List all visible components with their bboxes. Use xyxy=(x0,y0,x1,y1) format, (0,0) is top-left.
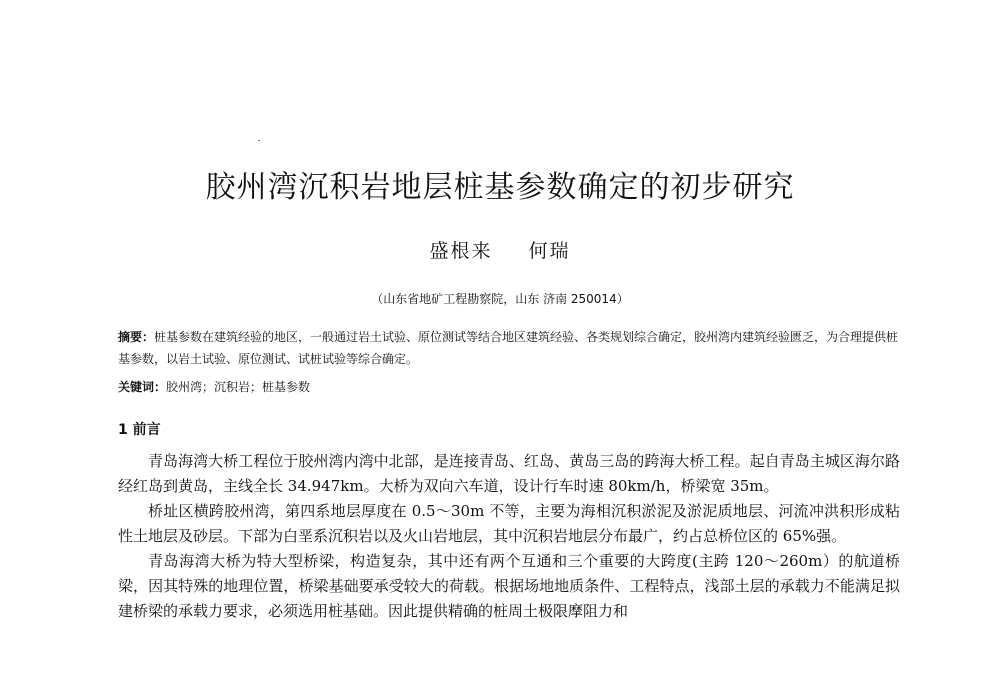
keywords xyxy=(118,378,900,396)
abstract-text: 桩基参数在建筑经验的地区，一般通过岩土试验、原位测试等结合地区建筑经验、各类规划综合确定，胶州湾内建筑经验匮乏，为合理提供桩基参数，以岩土试验、原位测试、试桩试验等综合确定。 xyxy=(118,330,899,366)
abstract-label: 摘要： xyxy=(118,330,155,344)
body-paragraph: 青岛海湾大桥为特大型桥梁，构造复杂，其中还有两个互通和三个重要的大跨度(主跨 120～260m）的航道桥梁，因其特殊的地理位置，桥梁基础要承受较大的荷载。根据场地地质条件、工程特点，浅部土层的承载力不能满足拟建桥梁的承载力要求，必须选用桩基础。因此提供精确的桩周土极限摩阻力和 xyxy=(118,552,900,620)
keywords-text: 胶州湾；沉积岩；桩基参数 xyxy=(166,380,311,394)
body-paragraph: 桥址区横跨胶州湾，第四系地层厚度在 0.5～30m 不等，主要为海相沉积淤泥及淤泥质地层、河流冲洪积形成粘性土地层及砂层。下部为白垩系沉积岩以及火山岩地层，其中沉积岩地层分布最广，约占总桥位区的 65%强。 xyxy=(118,502,900,545)
abstract xyxy=(118,326,900,370)
scan-speck xyxy=(258,140,260,141)
author-list xyxy=(0,236,1000,263)
paper-title: 胶州湾沉积岩地层桩基参数确定的初步研究 xyxy=(205,170,795,205)
body-text xyxy=(118,449,900,624)
author-name: 盛根来 xyxy=(429,240,493,262)
section-heading: 1 前言 xyxy=(118,422,161,438)
author-affiliation: （山东省地矿工程勘察院，山东 济南 250014） xyxy=(371,292,629,306)
author-name: 何瑞 xyxy=(528,240,571,262)
keywords-label: 关键词： xyxy=(118,380,167,394)
body-paragraph: 青岛海湾大桥工程位于胶州湾内湾中北部，是连接青岛、红岛、黄岛三岛的跨海大桥工程。起自青岛主城区海尔路经红岛到黄岛，主线全长 34.947km。大桥为双向六车道，设计行车时速 80km/h，桥梁宽 35m。 xyxy=(118,452,900,495)
